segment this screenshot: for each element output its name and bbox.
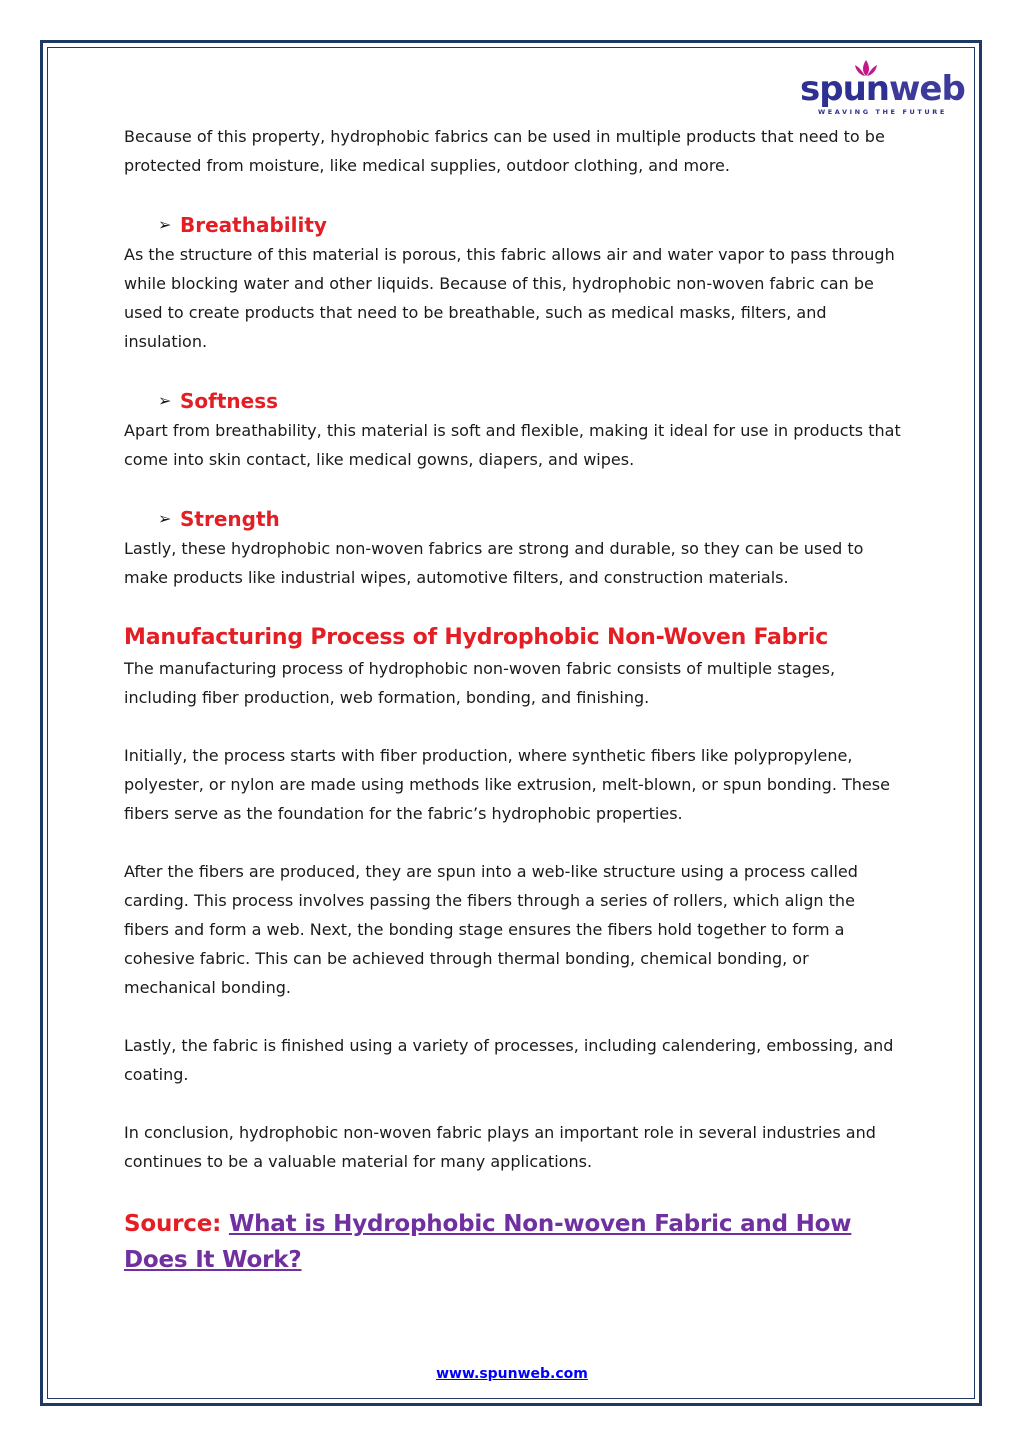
property-text-breathability: As the structure of this material is porous, this fabric allows air and water vapor to pass through while blocking water and other liquids. Because of this, hydrophobic non-woven fabric can be used to create products that need to be breathable, such as medical masks, filters, and insulation. xyxy=(124,245,895,351)
spunweb-logo xyxy=(800,58,965,118)
conclusion-paragraph: In conclusion, hydrophobic non-woven fabric plays an important role in several industries and continues to be a valuable material for many applications. xyxy=(124,1123,876,1171)
source-link[interactable]: What is Hydrophobic Non-woven Fabric and How Does It Work? xyxy=(124,1211,852,1273)
property-text-strength: Lastly, these hydrophobic non-woven fabrics are strong and durable, so they can be used to make products like industrial wipes, automotive filters, and construction materials. xyxy=(124,539,864,587)
section-title: Manufacturing Process of Hydrophobic Non-Woven Fabric xyxy=(124,625,829,650)
document-body xyxy=(124,122,904,1278)
process-paragraph: The manufacturing process of hydrophobic non-woven fabric consists of multiple stages, including fiber production, web formation, bonding, and finishing. xyxy=(124,659,836,707)
process-paragraph: Lastly, the fabric is finished using a variety of processes, including calendering, embossing, and coating. xyxy=(124,1036,894,1084)
arrow-bullet-icon: ➢ xyxy=(158,215,172,234)
source-line xyxy=(124,1206,904,1278)
logo-suffix: web xyxy=(889,69,965,109)
source-label: Source: xyxy=(124,1211,222,1237)
property-heading-breathability: ➢ Breathability xyxy=(124,210,904,240)
logo-wordmark xyxy=(800,69,965,109)
property-text-softness: Apart from breathability, this material is soft and flexible, making it ideal for use in products that come into skin contact, like medical gowns, diapers, and wipes. xyxy=(124,421,901,469)
property-heading-softness: ➢ Softness xyxy=(124,386,904,416)
footer-website-link[interactable]: www.spunweb.com xyxy=(436,1366,588,1382)
intro-paragraph: Because of this property, hydrophobic fabrics can be used in multiple products that need to be protected from moisture, like medical supplies, outdoor clothing, and more. xyxy=(124,127,885,175)
logo-tagline: WEAVING THE FUTURE xyxy=(818,108,947,116)
arrow-bullet-icon: ➢ xyxy=(158,391,172,410)
logo-prefix: spun xyxy=(800,69,889,109)
process-paragraph: After the fibers are produced, they are spun into a web-like structure using a process called carding. This process involves passing the fibers through a series of rollers, which align the fibers and form a web. Next, the bonding stage ensures the fibers hold together to form a cohesive fabric. This can be achieved through thermal bonding, chemical bonding, or mechanical bonding. xyxy=(124,862,858,997)
arrow-bullet-icon: ➢ xyxy=(158,509,172,528)
property-heading-strength: ➢ Strength xyxy=(124,504,904,534)
process-paragraph: Initially, the process starts with fiber production, where synthetic fibers like polypropylene, polyester, or nylon are made using methods like extrusion, melt-blown, or spun bonding. These fibers serve as the foundation for the fabric’s hydrophobic properties. xyxy=(124,746,890,823)
